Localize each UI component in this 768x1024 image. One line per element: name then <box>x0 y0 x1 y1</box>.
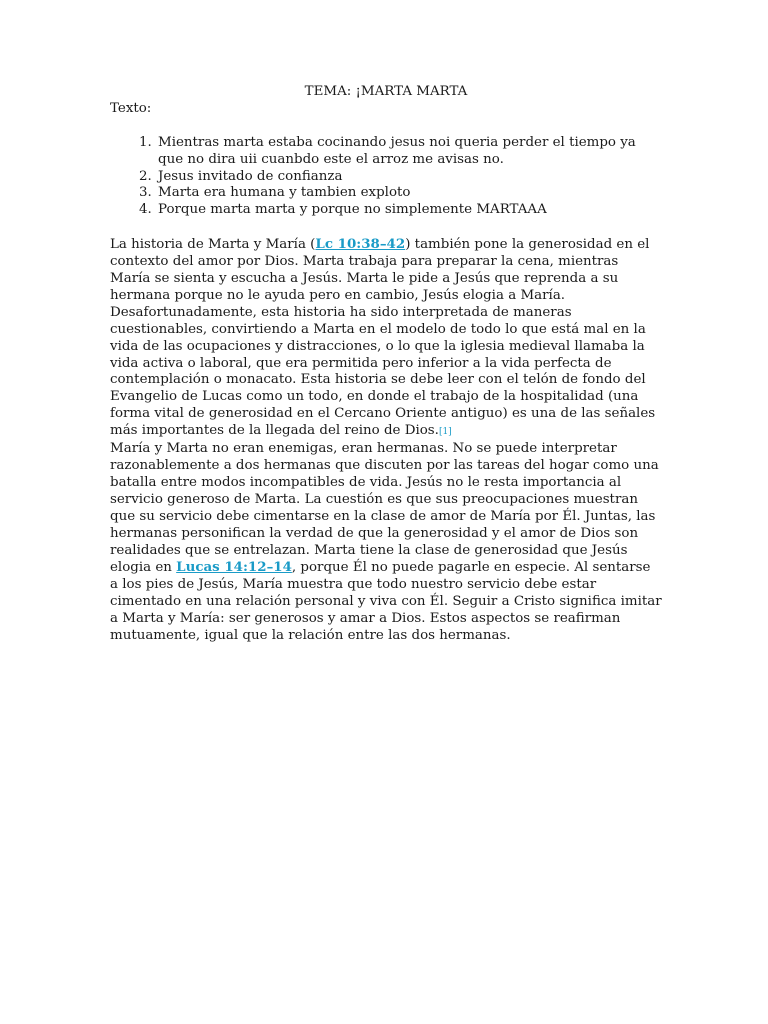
points-list <box>110 135 662 220</box>
list-item: 1. Mientras marta estaba cocinando jesus noi queria perder el tiempo ya que no dira uii cuanbdo este el arroz me avisas no. <box>156 135 662 169</box>
scripture-link-lc-10[interactable]: Lc 10:38–42 <box>315 236 406 253</box>
paragraph-1-text-start: La historia de Marta y María ( <box>110 237 316 253</box>
paragraph-1 <box>110 236 662 441</box>
scripture-link-lucas-14[interactable]: Lucas 14:12–14 <box>176 559 292 576</box>
text-label: Texto: <box>110 100 152 116</box>
list-item: 2. Jesus invitado de confianza <box>156 169 662 186</box>
paragraph-2 <box>110 441 662 645</box>
document-page <box>110 84 662 645</box>
paragraph-2-text-start: María y Marta no eran enemigas, eran hermanas. No se puede interpretar razonablemente a dos hermanas que discuten por las tareas del hogar como una batalla entre modos incompatibles de vida. Jesús no le resta importancia al servicio generoso de Marta. La cuestión es que sus preocupaciones muestran que su servicio debe cimentarse en la clase de amor de María por Él. Juntas, las hermanas personifican la verdad de que la generosidad y el amor de Dios son realidades que se entrelazan. Marta tiene la clase de generosidad que Jesús elogia en <box>110 441 659 576</box>
list-item: 4. Porque marta marta y porque no simplemente MARTAAA <box>156 202 662 219</box>
paragraph-1-text-end: ) también pone la generosidad en el contexto del amor por Dios. Marta trabaja para preparar la cena, mientras María se sienta y escucha a Jesús. Marta le pide a Jesús que reprenda a su hermana porque no le ayuda pero en cambio, Jesús elogia a María. Desafortunadamente, esta historia ha sido interpretada de maneras cuestionables, convirtiendo a Marta en el modelo de todo lo que está mal en la vida de las ocupaciones y distracciones, o lo que la iglesia medieval llamaba la vida activa o laboral, que era permitida pero inferior a la vida perfecta de contemplación o monacato. Esta historia se debe leer con el telón de fondo del Evangelio de Lucas como un todo, en donde el trabajo de la hospitalidad (una forma vital de generosidad en el Cercano Oriente antiguo) es una de las señales más importantes de la llegada del reino de Dios. <box>110 237 656 439</box>
paragraph-2-text-end: , porque Él no puede pagarle en especie. Al sentarse a los pies de Jesús, María muestra que todo nuestro servicio debe estar cimentado en una relación personal y viva con Él. Seguir a Cristo significa imitar a Marta y María: ser generosos y amar a Dios. Estos aspectos se reafirman mutuamente, igual que la relación entre las dos hermanas. <box>110 560 662 644</box>
list-item: 3. Marta era humana y tambien exploto <box>156 185 662 202</box>
footnote-link[interactable]: [1] <box>438 427 452 438</box>
document-title: TEMA: ¡MARTA MARTA <box>304 84 468 99</box>
